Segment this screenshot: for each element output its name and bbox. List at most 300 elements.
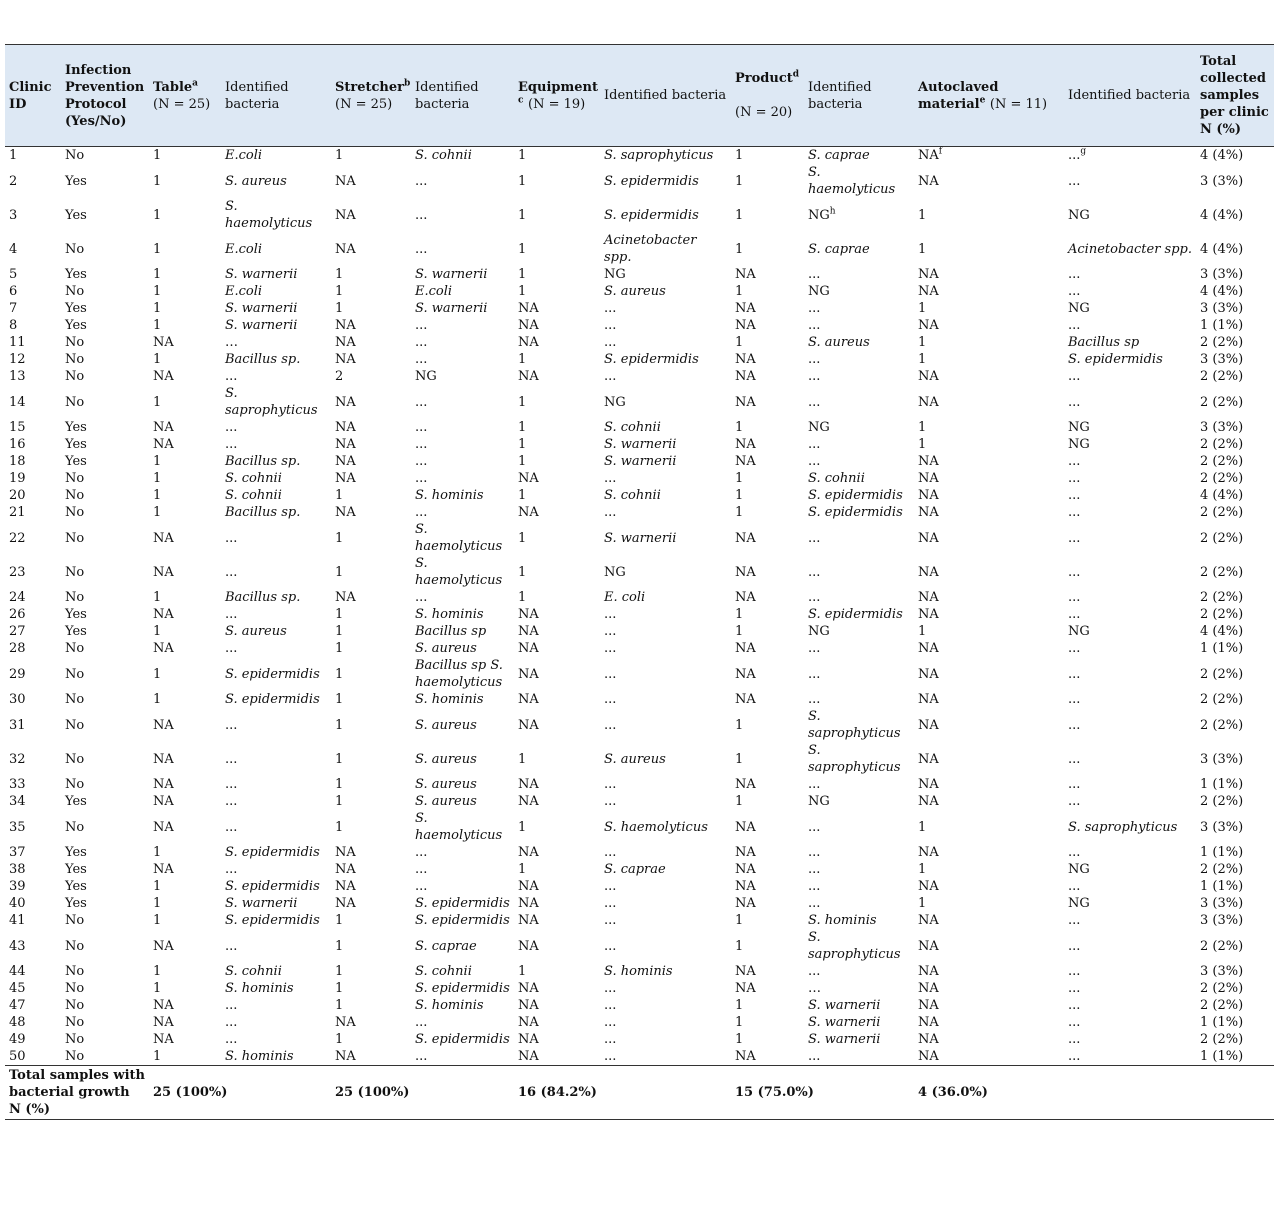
cell-clinic-id: 38 — [9, 862, 26, 877]
table-row — [5, 844, 1274, 861]
cell-autoclaved-count: NA — [918, 845, 939, 860]
cell-stretcher-bacteria: S. epidermidis — [415, 896, 510, 911]
cell-protocol: No — [65, 913, 85, 928]
table-row — [5, 334, 1274, 351]
table-row — [5, 742, 1274, 776]
cell-clinic-id: 50 — [9, 1049, 26, 1064]
cell-autoclaved-bacteria: ... — [1068, 505, 1081, 520]
cell-total-samples: 3 (3%) — [1200, 301, 1244, 316]
cell-table-count: NA — [153, 1015, 174, 1030]
cell-stretcher-bacteria: ... — [415, 241, 428, 257]
cell-product-count: NA — [735, 1049, 756, 1064]
cell-protocol: Yes — [65, 862, 87, 877]
cell-autoclaved-bacteria: Acinetobacter spp. — [1068, 241, 1193, 257]
cell-autoclaved-bacteria: ... — [1068, 845, 1081, 860]
cell-autoclaved-count: NA — [918, 369, 939, 384]
cell-clinic-id: 30 — [9, 692, 26, 707]
cell-autoclaved-bacteria: ... — [1068, 607, 1081, 622]
cell-protocol: Yes — [65, 173, 87, 189]
cell-autoclaved-bacteria: NG — [1068, 624, 1090, 639]
cell-autoclaved-bacteria: ... — [1068, 879, 1081, 894]
cell-product-bacteria: ... — [808, 666, 821, 682]
cell-autoclaved-bacteria: NG — [1068, 420, 1090, 435]
cell-protocol: No — [65, 394, 85, 410]
cell-table-count: 1 — [153, 394, 162, 410]
header-bacteria: Identified bacteria — [1064, 45, 1196, 147]
cell-product-bacteria: ... — [808, 845, 821, 860]
cell-equipment-bacteria: E. coli — [604, 590, 646, 605]
cell-stretcher-bacteria: S. cohnii — [415, 148, 472, 163]
cell-table-count: NA — [153, 641, 174, 656]
cell-autoclaved-count: 1 — [918, 335, 927, 350]
cell-stretcher-count: NA — [335, 173, 356, 189]
cell-table-bacteria: Bacillus sp. — [225, 352, 301, 367]
cell-product-bacteria: NG — [808, 794, 830, 809]
footer-table-total: 25 (100%) — [149, 1066, 331, 1120]
cell-total-samples: 2 (2%) — [1200, 666, 1244, 682]
cell-product-count: 1 — [735, 148, 744, 163]
cell-product-bacteria: S. haemolyticus — [808, 165, 896, 197]
cell-clinic-id: 22 — [9, 530, 26, 546]
cell-stretcher-bacteria: ... — [415, 454, 428, 469]
cell-table-bacteria: ... — [225, 862, 238, 877]
cell-autoclaved-count: NA — [918, 454, 939, 469]
cell-equipment-bacteria: NG — [604, 564, 626, 580]
cell-protocol: No — [65, 692, 85, 707]
cell-stretcher-count: NA — [335, 352, 356, 367]
cell-table-count: 1 — [153, 692, 162, 707]
cell-equipment-count: 1 — [518, 352, 527, 367]
table-row — [5, 606, 1274, 623]
cell-autoclaved-count: 1 — [918, 437, 927, 452]
cell-product-bacteria: S. saprophyticus — [808, 743, 901, 775]
cell-product-count: 1 — [735, 751, 744, 767]
cell-protocol: Yes — [65, 896, 87, 911]
cell-stretcher-count: 1 — [335, 819, 344, 835]
cell-table-bacteria: ... — [225, 938, 238, 954]
cell-autoclaved-count: 1 — [918, 624, 927, 639]
cell-product-count: 1 — [735, 335, 744, 350]
cell-equipment-count: NA — [518, 369, 539, 384]
cell-table-bacteria: ... — [225, 819, 238, 835]
cell-total-samples: 4 (4%) — [1200, 148, 1244, 163]
cell-stretcher-count: 1 — [335, 777, 344, 792]
header-bacteria: Identified bacteria — [804, 45, 914, 147]
cell-table-count: 1 — [153, 590, 162, 605]
cell-stretcher-bacteria: ... — [415, 207, 428, 223]
cell-protocol: No — [65, 666, 85, 682]
cell-autoclaved-count: NA — [918, 505, 939, 520]
cell-stretcher-bacteria: Bacillus sp S. haemolyticus — [415, 658, 503, 690]
table-row — [5, 317, 1274, 334]
cell-equipment-count: NA — [518, 1049, 539, 1064]
cell-equipment-count: 1 — [518, 964, 527, 979]
cell-autoclaved-count: NA — [918, 998, 939, 1013]
cell-clinic-id: 39 — [9, 879, 26, 894]
cell-equipment-bacteria: ... — [604, 896, 617, 911]
cell-table-bacteria: S. cohnii — [225, 964, 282, 979]
cell-product-bacteria: $NG^h$ — [808, 206, 836, 223]
cell-protocol: No — [65, 590, 85, 605]
cell-equipment-bacteria: ... — [604, 335, 617, 350]
cell-stretcher-bacteria: NG — [415, 369, 437, 384]
cell-product-count: NA — [735, 394, 756, 410]
cell-table-count: NA — [153, 938, 174, 954]
cell-stretcher-bacteria: ... — [415, 1015, 428, 1030]
cell-total-samples: 4 (4%) — [1200, 624, 1244, 639]
table-row — [5, 1031, 1274, 1048]
cell-product-count: 1 — [735, 717, 744, 733]
cell-table-count: 1 — [153, 284, 162, 299]
cell-total-samples: 2 (2%) — [1200, 938, 1244, 954]
cell-product-bacteria: ... — [808, 862, 821, 877]
cell-stretcher-bacteria: ... — [415, 335, 428, 350]
cell-equipment-bacteria: ... — [604, 981, 617, 996]
cell-equipment-count: NA — [518, 624, 539, 639]
cell-stretcher-count: 1 — [335, 148, 344, 163]
cell-autoclaved-count: NA — [918, 938, 939, 954]
cell-autoclaved-bacteria: ... — [1068, 564, 1081, 580]
cell-equipment-count: 1 — [518, 207, 527, 223]
cell-product-count: NA — [735, 777, 756, 792]
cell-autoclaved-count: 1 — [918, 896, 927, 911]
table-row — [5, 266, 1274, 283]
cell-stretcher-bacteria: ... — [415, 505, 428, 520]
table-row — [5, 385, 1274, 419]
table-row — [5, 878, 1274, 895]
footer-stretcher-total: 25 (100%) — [331, 1066, 514, 1120]
cell-protocol: No — [65, 369, 85, 384]
cell-equipment-count: NA — [518, 335, 539, 350]
table-row — [5, 504, 1274, 521]
cell-equipment-bacteria: ... — [604, 318, 617, 333]
cell-autoclaved-bacteria: NG — [1068, 301, 1090, 316]
cell-equipment-bacteria: ... — [604, 794, 617, 809]
cell-equipment-count: 1 — [518, 394, 527, 410]
cell-autoclaved-bacteria: NG — [1068, 207, 1090, 223]
footer-row — [5, 1066, 1274, 1120]
cell-stretcher-count: 1 — [335, 564, 344, 580]
cell-autoclaved-count: NA — [918, 488, 939, 503]
header-protocol: Infection Prevention Protocol (Yes/No) — [61, 45, 149, 147]
cell-stretcher-count: 1 — [335, 530, 344, 546]
cell-equipment-bacteria: ... — [604, 1049, 617, 1064]
table-row — [5, 861, 1274, 878]
cell-stretcher-count: 1 — [335, 624, 344, 639]
cell-total-samples: 1 (1%) — [1200, 641, 1244, 656]
cell-protocol: Yes — [65, 607, 87, 622]
cell-clinic-id: 14 — [9, 394, 26, 410]
cell-stretcher-count: 2 — [335, 369, 344, 384]
cell-stretcher-count: 1 — [335, 998, 344, 1013]
cell-table-bacteria: E.coli — [225, 241, 263, 257]
cell-product-bacteria: ... — [808, 692, 821, 707]
cell-total-samples: 1 (1%) — [1200, 1015, 1244, 1030]
cell-product-count: NA — [735, 641, 756, 656]
cell-equipment-count: NA — [518, 938, 539, 954]
cell-product-count: 1 — [735, 173, 744, 189]
cell-clinic-id: 47 — [9, 998, 26, 1013]
cell-table-count: NA — [153, 335, 174, 350]
cell-autoclaved-bacteria: ...$^g$ — [1068, 146, 1087, 163]
cell-stretcher-bacteria: S. hominis — [415, 998, 484, 1013]
table-row — [5, 895, 1274, 912]
cell-total-samples: 2 (2%) — [1200, 692, 1244, 707]
table-row — [5, 963, 1274, 980]
cell-table-bacteria: ... — [225, 420, 238, 435]
cell-total-samples: 2 (2%) — [1200, 794, 1244, 809]
table-row — [5, 198, 1274, 232]
cell-product-bacteria: ... — [808, 437, 821, 452]
cell-total-samples: 2 (2%) — [1200, 607, 1244, 622]
cell-autoclaved-bacteria: S. saprophyticus — [1068, 819, 1178, 835]
cell-product-bacteria: ... — [808, 879, 821, 894]
cell-table-bacteria: S. aureus — [225, 173, 287, 189]
cell-stretcher-bacteria: ... — [415, 879, 428, 894]
cell-product-bacteria: NG — [808, 420, 830, 435]
table-row — [5, 929, 1274, 963]
cell-equipment-count: NA — [518, 641, 539, 656]
cell-equipment-count: NA — [518, 717, 539, 733]
cell-protocol: No — [65, 717, 85, 733]
cell-clinic-id: 44 — [9, 964, 26, 979]
cell-table-count: 1 — [153, 173, 162, 189]
cell-table-bacteria: ... — [225, 641, 238, 656]
cell-product-bacteria: S. saprophyticus — [808, 709, 901, 741]
cell-equipment-count: 1 — [518, 530, 527, 546]
cell-table-count: 1 — [153, 148, 162, 163]
table-row — [5, 164, 1274, 198]
footnote-marker: f — [938, 146, 943, 157]
table-row — [5, 980, 1274, 997]
cell-stretcher-count: NA — [335, 896, 356, 911]
cell-product-count: 1 — [735, 913, 744, 928]
cell-stretcher-bacteria: S. hominis — [415, 692, 484, 707]
cell-equipment-count: NA — [518, 666, 539, 682]
cell-product-bacteria: S. caprae — [808, 148, 870, 163]
table-row — [5, 1014, 1274, 1031]
cell-stretcher-bacteria: S. warnerii — [415, 267, 488, 282]
cell-table-count: 1 — [153, 301, 162, 316]
cell-clinic-id: 26 — [9, 607, 26, 622]
cell-stretcher-count: NA — [335, 471, 356, 486]
header-bacteria: Identified bacteria — [600, 45, 731, 147]
cell-protocol: No — [65, 777, 85, 792]
cell-table-count: 1 — [153, 488, 162, 503]
cell-table-bacteria: S. epidermidis — [225, 845, 320, 860]
cell-equipment-bacteria: S. aureus — [604, 284, 666, 299]
cell-protocol: No — [65, 938, 85, 954]
cell-clinic-id: 23 — [9, 564, 26, 580]
cell-stretcher-bacteria: ... — [415, 862, 428, 877]
cell-total-samples: 2 (2%) — [1200, 862, 1244, 877]
cell-autoclaved-count: 1 — [918, 301, 927, 316]
cell-clinic-id: 35 — [9, 819, 26, 835]
cell-table-count: NA — [153, 819, 174, 835]
cell-clinic-id: 24 — [9, 590, 26, 605]
cell-table-bacteria: ... — [225, 564, 238, 580]
cell-product-count: NA — [735, 352, 756, 367]
cell-stretcher-count: 1 — [335, 488, 344, 503]
table-row — [5, 1048, 1274, 1066]
cell-autoclaved-bacteria: ... — [1068, 1049, 1081, 1064]
cell-equipment-bacteria: ... — [604, 998, 617, 1013]
cell-protocol: No — [65, 335, 85, 350]
table-row — [5, 147, 1274, 165]
table-row — [5, 912, 1274, 929]
cell-product-count: NA — [735, 267, 756, 282]
cell-protocol: No — [65, 1049, 85, 1064]
cell-table-bacteria: S. hominis — [225, 981, 294, 996]
table-row — [5, 419, 1274, 436]
cell-clinic-id: 21 — [9, 505, 26, 520]
cell-equipment-count: NA — [518, 471, 539, 486]
cell-stretcher-bacteria: S. aureus — [415, 794, 477, 809]
cell-equipment-count: NA — [518, 794, 539, 809]
table-row — [5, 776, 1274, 793]
cell-table-bacteria: ... — [225, 607, 238, 622]
cell-stretcher-bacteria: ... — [415, 420, 428, 435]
cell-table-count: 1 — [153, 318, 162, 333]
cell-product-bacteria: ... — [808, 964, 821, 979]
table-row — [5, 487, 1274, 504]
cell-clinic-id: 18 — [9, 454, 26, 469]
cell-autoclaved-bacteria: ... — [1068, 394, 1081, 410]
cell-autoclaved-bacteria: ... — [1068, 1032, 1081, 1047]
cell-total-samples: 3 (3%) — [1200, 751, 1244, 767]
cell-stretcher-bacteria: S. aureus — [415, 751, 477, 767]
cell-total-samples: 1 (1%) — [1200, 879, 1244, 894]
cell-product-bacteria: S. warnerii — [808, 1015, 881, 1030]
cell-total-samples: 2 (2%) — [1200, 590, 1244, 605]
footnote-marker: h — [829, 206, 836, 217]
cell-protocol: Yes — [65, 454, 87, 469]
cell-table-bacteria: S. cohnii — [225, 471, 282, 486]
cell-equipment-bacteria: ... — [604, 938, 617, 954]
cell-stretcher-bacteria: S. haemolyticus — [415, 522, 503, 554]
cell-table-bacteria: ... — [225, 437, 238, 452]
cell-table-count: NA — [153, 564, 174, 580]
cell-equipment-count: 1 — [518, 454, 527, 469]
cell-stretcher-bacteria: S. aureus — [415, 641, 477, 656]
cell-protocol: Yes — [65, 267, 87, 282]
table-body — [5, 147, 1274, 1066]
cell-table-bacteria: ... — [225, 998, 238, 1013]
cell-table-count: 1 — [153, 981, 162, 996]
cell-product-count: NA — [735, 564, 756, 580]
cell-total-samples: 3 (3%) — [1200, 420, 1244, 435]
cell-autoclaved-count: 1 — [918, 207, 927, 223]
cell-product-bacteria: ... — [808, 590, 821, 605]
cell-table-bacteria: S. hominis — [225, 1049, 294, 1064]
cell-total-samples: 2 (2%) — [1200, 437, 1244, 452]
footer-empty — [1196, 1066, 1274, 1120]
cell-equipment-count: 1 — [518, 819, 527, 835]
cell-table-bacteria: S. warnerii — [225, 267, 298, 282]
cell-autoclaved-count: NA — [918, 964, 939, 979]
table-row — [5, 521, 1274, 555]
header-stretcher: Stretcher$^b$ (N = 25) — [331, 45, 411, 147]
cell-product-bacteria: ... — [808, 777, 821, 792]
cell-equipment-count: 1 — [518, 148, 527, 163]
cell-equipment-count: NA — [518, 505, 539, 520]
cell-table-bacteria: S. epidermidis — [225, 692, 320, 707]
cell-product-bacteria: NG — [808, 284, 830, 299]
cell-stretcher-count: 1 — [335, 938, 344, 954]
cell-autoclaved-bacteria: ... — [1068, 938, 1081, 954]
cell-clinic-id: 37 — [9, 845, 26, 860]
header-clinic-id: Clinic ID — [5, 45, 61, 147]
cell-equipment-bacteria: ... — [604, 301, 617, 316]
cell-equipment-bacteria: S. warnerii — [604, 454, 677, 469]
cell-equipment-bacteria: S. epidermidis — [604, 173, 699, 189]
cell-autoclaved-bacteria: Bacillus sp — [1068, 335, 1140, 350]
footnote-marker: g — [1080, 146, 1087, 157]
cell-autoclaved-count: NA — [918, 530, 939, 546]
cell-protocol: No — [65, 148, 85, 163]
cell-product-count: 1 — [735, 607, 744, 622]
cell-table-bacteria: ... — [225, 717, 238, 733]
cell-table-count: 1 — [153, 845, 162, 860]
cell-stretcher-count: 1 — [335, 964, 344, 979]
cell-autoclaved-count: NA — [918, 981, 939, 996]
cell-total-samples: 2 (2%) — [1200, 394, 1244, 410]
cell-stretcher-bacteria: ... — [415, 173, 428, 189]
cell-table-count: 1 — [153, 207, 162, 223]
cell-stretcher-bacteria: ... — [415, 437, 428, 452]
cell-stretcher-count: NA — [335, 318, 356, 333]
cell-clinic-id: 34 — [9, 794, 26, 809]
cell-autoclaved-count: NA — [918, 318, 939, 333]
header-bacteria: Identified bacteria — [411, 45, 514, 147]
table-row — [5, 351, 1274, 368]
cell-product-count: NA — [735, 590, 756, 605]
table-row — [5, 691, 1274, 708]
cell-protocol: No — [65, 564, 85, 580]
table-row — [5, 589, 1274, 606]
cell-stretcher-count: 1 — [335, 267, 344, 282]
cell-table-count: NA — [153, 751, 174, 767]
cell-stretcher-bacteria: S. haemolyticus — [415, 811, 503, 843]
cell-clinic-id: 49 — [9, 1032, 26, 1047]
cell-product-bacteria: S. epidermidis — [808, 488, 903, 503]
cell-total-samples: 3 (3%) — [1200, 352, 1244, 367]
header-bacteria: Identified bacteria — [221, 45, 331, 147]
table-row — [5, 708, 1274, 742]
cell-autoclaved-count: 1 — [918, 420, 927, 435]
cell-total-samples: 2 (2%) — [1200, 471, 1244, 486]
cell-autoclaved-count: NA — [918, 1049, 939, 1064]
cell-protocol: Yes — [65, 318, 87, 333]
cell-equipment-bacteria: ... — [604, 471, 617, 486]
cell-autoclaved-bacteria: ... — [1068, 641, 1081, 656]
cell-autoclaved-count: NA — [918, 751, 939, 767]
cell-table-bacteria: ... — [225, 794, 238, 809]
table-row — [5, 436, 1274, 453]
cell-product-bacteria: S. warnerii — [808, 1032, 881, 1047]
cell-equipment-bacteria: ... — [604, 845, 617, 860]
cell-autoclaved-bacteria: ... — [1068, 1015, 1081, 1030]
cell-autoclaved-bacteria: ... — [1068, 717, 1081, 733]
cell-equipment-bacteria: S. saprophyticus — [604, 148, 714, 163]
cell-table-count: NA — [153, 437, 174, 452]
cell-total-samples: 2 (2%) — [1200, 1032, 1244, 1047]
cell-clinic-id: 4 — [9, 241, 18, 257]
cell-product-count: 1 — [735, 471, 744, 486]
cell-table-count: NA — [153, 530, 174, 546]
cell-stretcher-count: NA — [335, 1049, 356, 1064]
cell-product-count: 1 — [735, 998, 744, 1013]
